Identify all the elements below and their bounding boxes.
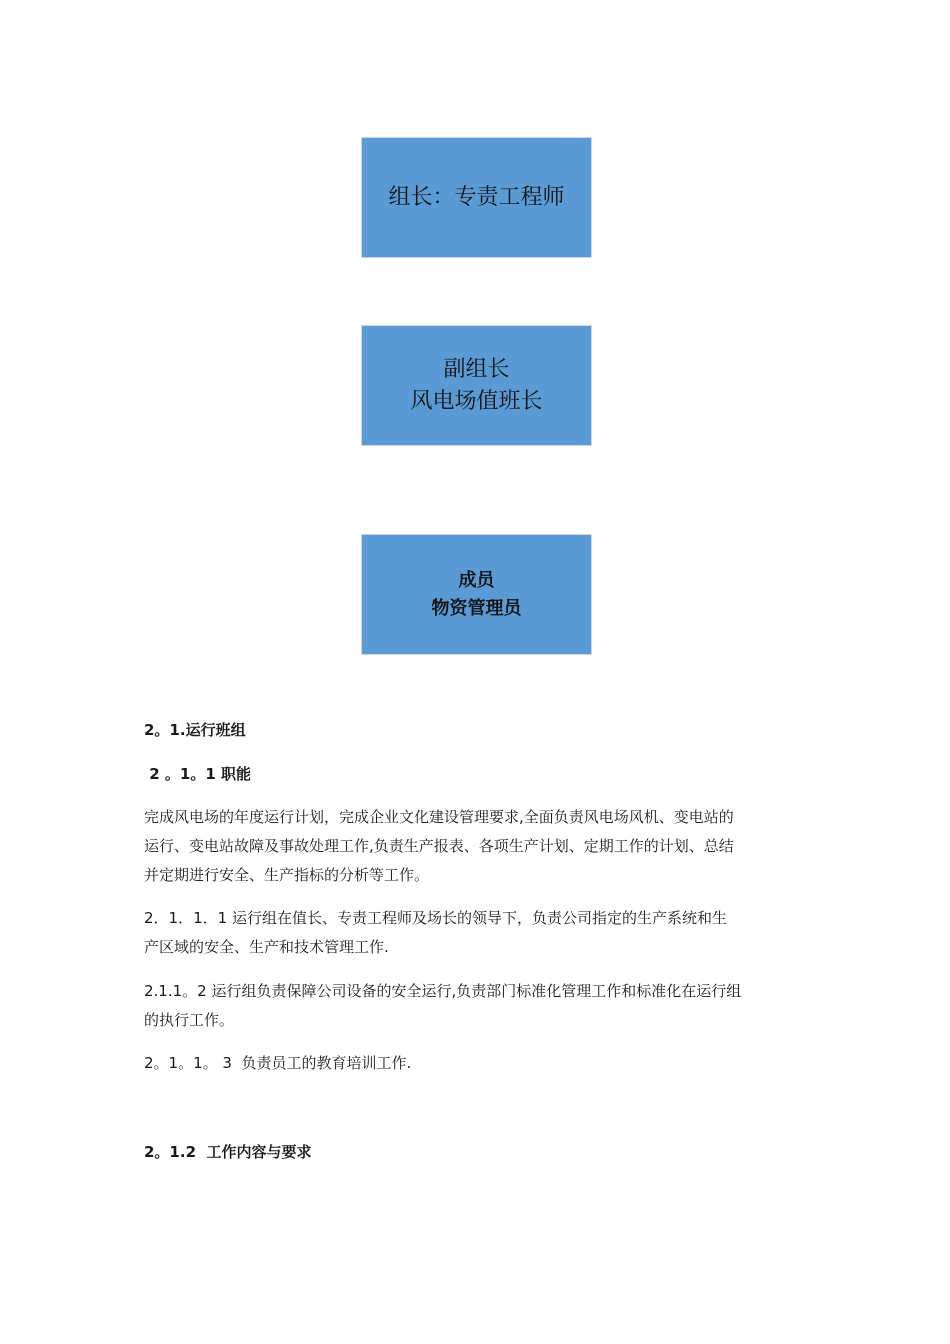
section-heading-2-1-2: 2。1.2 工作内容与要求 — [144, 1143, 312, 1161]
paragraph-line: 2。1。1。 3 负责员工的教育培训工作. — [144, 1054, 412, 1072]
paragraph-line: 运行、变电站故障及事故处理工作,负责生产报表、各项生产计划、定期工作的计划、总结 — [144, 837, 734, 855]
org-box-leader — [361, 137, 592, 258]
paragraph-line: 2.1.1。2 运行组负责保障公司设备的安全运行,负责部门标准化管理工作和标准化在运行组 — [144, 982, 742, 1000]
paragraph-line: 2．1．1．1 运行组在值长、专责工程师及场长的领导下，负责公司指定的生产系统和生 — [144, 909, 727, 927]
paragraph-line: 并定期进行安全、生产指标的分析等工作。 — [144, 866, 430, 884]
paragraph-line: 产区域的安全、生产和技术管理工作. — [144, 938, 389, 956]
paragraph-2-1-1-3 — [144, 1049, 812, 1078]
section-heading-2-1: 2。1.运行班组 — [144, 721, 246, 739]
paragraph-duties — [144, 803, 812, 890]
org-box-deputy — [361, 325, 592, 446]
paragraph-2-1-1-2 — [144, 977, 812, 1035]
org-box-member — [361, 534, 592, 655]
paragraph-line: 的执行工作。 — [144, 1011, 235, 1029]
org-box-deputy-role: 副组长 — [443, 356, 510, 382]
section-heading-2-1-1: 2 。1。1 职能 — [144, 765, 251, 783]
org-box-member-title: 物资管理员 — [431, 597, 522, 619]
org-box-leader-title: 组长：专责工程师 — [388, 184, 565, 210]
org-box-member-role: 成员 — [458, 569, 495, 591]
org-box-deputy-title: 风电场值班长 — [410, 388, 543, 414]
paragraph-2-1-1-1 — [144, 904, 812, 962]
paragraph-line: 完成风电场的年度运行计划，完成企业文化建设管理要求,全面负责风电场风机、变电站的 — [144, 808, 734, 826]
